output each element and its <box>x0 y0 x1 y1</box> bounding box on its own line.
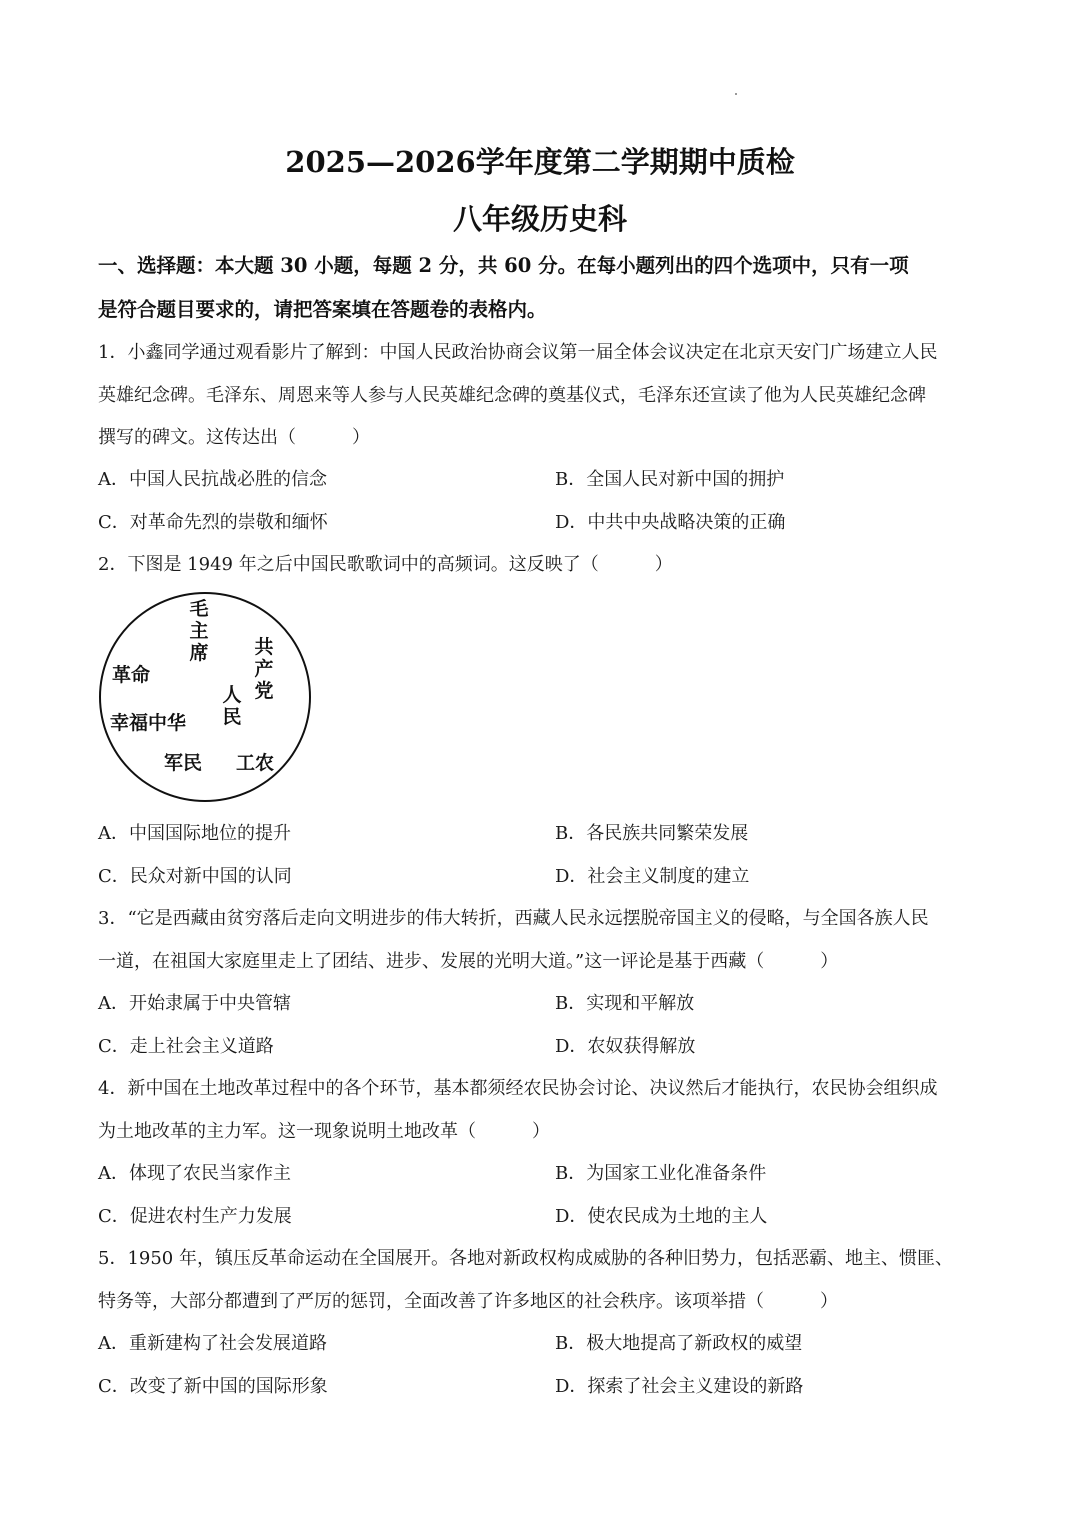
word-xingfu-zhonghua: 幸福中华 <box>110 712 187 734</box>
q3-option-c: C．走上社会主义道路 <box>98 1036 274 1057</box>
q1-option-b: B．全国人民对新中国的拥护 <box>555 469 785 490</box>
section-line-1: 一、选择题：本大题 30 小题，每题 2 分，共 60 分。在每小题列出的四个选项中，只有一项 <box>98 254 909 277</box>
exam-subtitle: 八年级历史科 <box>452 202 627 236</box>
word-mao-zhuxi: 毛主席 <box>189 598 209 664</box>
q5-option-a: A．重新建构了社会发展道路 <box>98 1333 327 1354</box>
q2-option-d: D．社会主义制度的建立 <box>555 866 750 887</box>
q4-option-b: B．为国家工业化准备条件 <box>555 1163 767 1184</box>
q1-stem-line-1: 1．小鑫同学通过观看影片了解到：中国人民政治协商会议第一届全体会议决定在北京天安门广场建立人民 <box>98 342 938 363</box>
q1-option-c: C．对革命先烈的崇敬和缅怀 <box>98 512 328 533</box>
word-gongchandang: 共产党 <box>254 636 274 702</box>
q4-stem-line-2: 为土地改革的主力军。这一现象说明土地改革（ ） <box>98 1121 550 1142</box>
q3-stem-line-1: 3．“它是西藏由贫穷落后走向文明进步的伟大转折，西藏人民永远摆脱帝国主义的侵略，与全国各族人民 <box>98 908 929 929</box>
q3-option-b: B．实现和平解放 <box>555 993 695 1014</box>
q2-option-c: C．民众对新中国的认同 <box>98 866 292 887</box>
q3-option-a: A．开始隶属于中央管辖 <box>98 993 291 1014</box>
q4-option-d: D．使农民成为土地的主人 <box>555 1206 768 1227</box>
q4-option-a: A．体现了农民当家作主 <box>98 1163 291 1184</box>
q2-option-a: A．中国国际地位的提升 <box>98 823 291 844</box>
q1-stem-line-2: 英雄纪念碑。毛泽东、周恩来等人参与人民英雄纪念碑的奠基仪式，毛泽东还宣读了他为人民英雄纪念碑 <box>98 385 926 406</box>
q3-stem-line-2: 一道，在祖国大家庭里走上了团结、进步、发展的光明大道。”这一评论是基于西藏（ ） <box>98 951 839 972</box>
word-gongnong: 工农 <box>236 752 275 774</box>
section-instructions <box>98 244 988 332</box>
exam-title: 2025—2026学年度第二学期期中质检 <box>285 145 795 179</box>
q3-option-d: D．农奴获得解放 <box>555 1036 696 1057</box>
scan-speck <box>735 93 737 95</box>
word-junmin: 军民 <box>164 752 203 774</box>
q4-stem-line-1: 4．新中国在土地改革过程中的各个环节，基本都须经农民协会讨论、决议然后才能执行，农民协会组织成 <box>98 1078 938 1099</box>
q1-stem-line-3: 撰写的碑文。这传达出（ ） <box>98 427 370 448</box>
q4-option-c: C．促进农村生产力发展 <box>98 1206 292 1227</box>
q2-option-b: B．各民族共同繁荣发展 <box>555 823 749 844</box>
q2-stem-line-1: 2．下图是 1949 年之后中国民歌歌词中的高频词。这反映了（ ） <box>98 554 673 575</box>
q5-stem-line-2: 特务等，大部分都遭到了严厉的惩罚，全面改善了许多地区的社会秩序。该项举措（ ） <box>98 1291 838 1312</box>
q5-option-d: D．探索了社会主义建设的新路 <box>555 1376 804 1397</box>
q5-stem-line-1: 5．1950 年，镇压反革命运动在全国展开。各地对新政权构成威胁的各种旧势力，包括恶霸、地主、惯匪、 <box>98 1248 953 1269</box>
word-geming: 革命 <box>112 664 151 686</box>
q1-option-a: A．中国人民抗战必胜的信念 <box>98 469 327 490</box>
word-renmin: 人民 <box>222 684 242 728</box>
q5-option-c: C．改变了新中国的国际形象 <box>98 1376 328 1397</box>
q1-option-d: D．中共中央战略决策的正确 <box>555 512 786 533</box>
section-line-2: 是符合题目要求的，请把答案填在答题卷的表格内。 <box>98 298 547 321</box>
q5-option-b: B．极大地提高了新政权的威望 <box>555 1333 803 1354</box>
